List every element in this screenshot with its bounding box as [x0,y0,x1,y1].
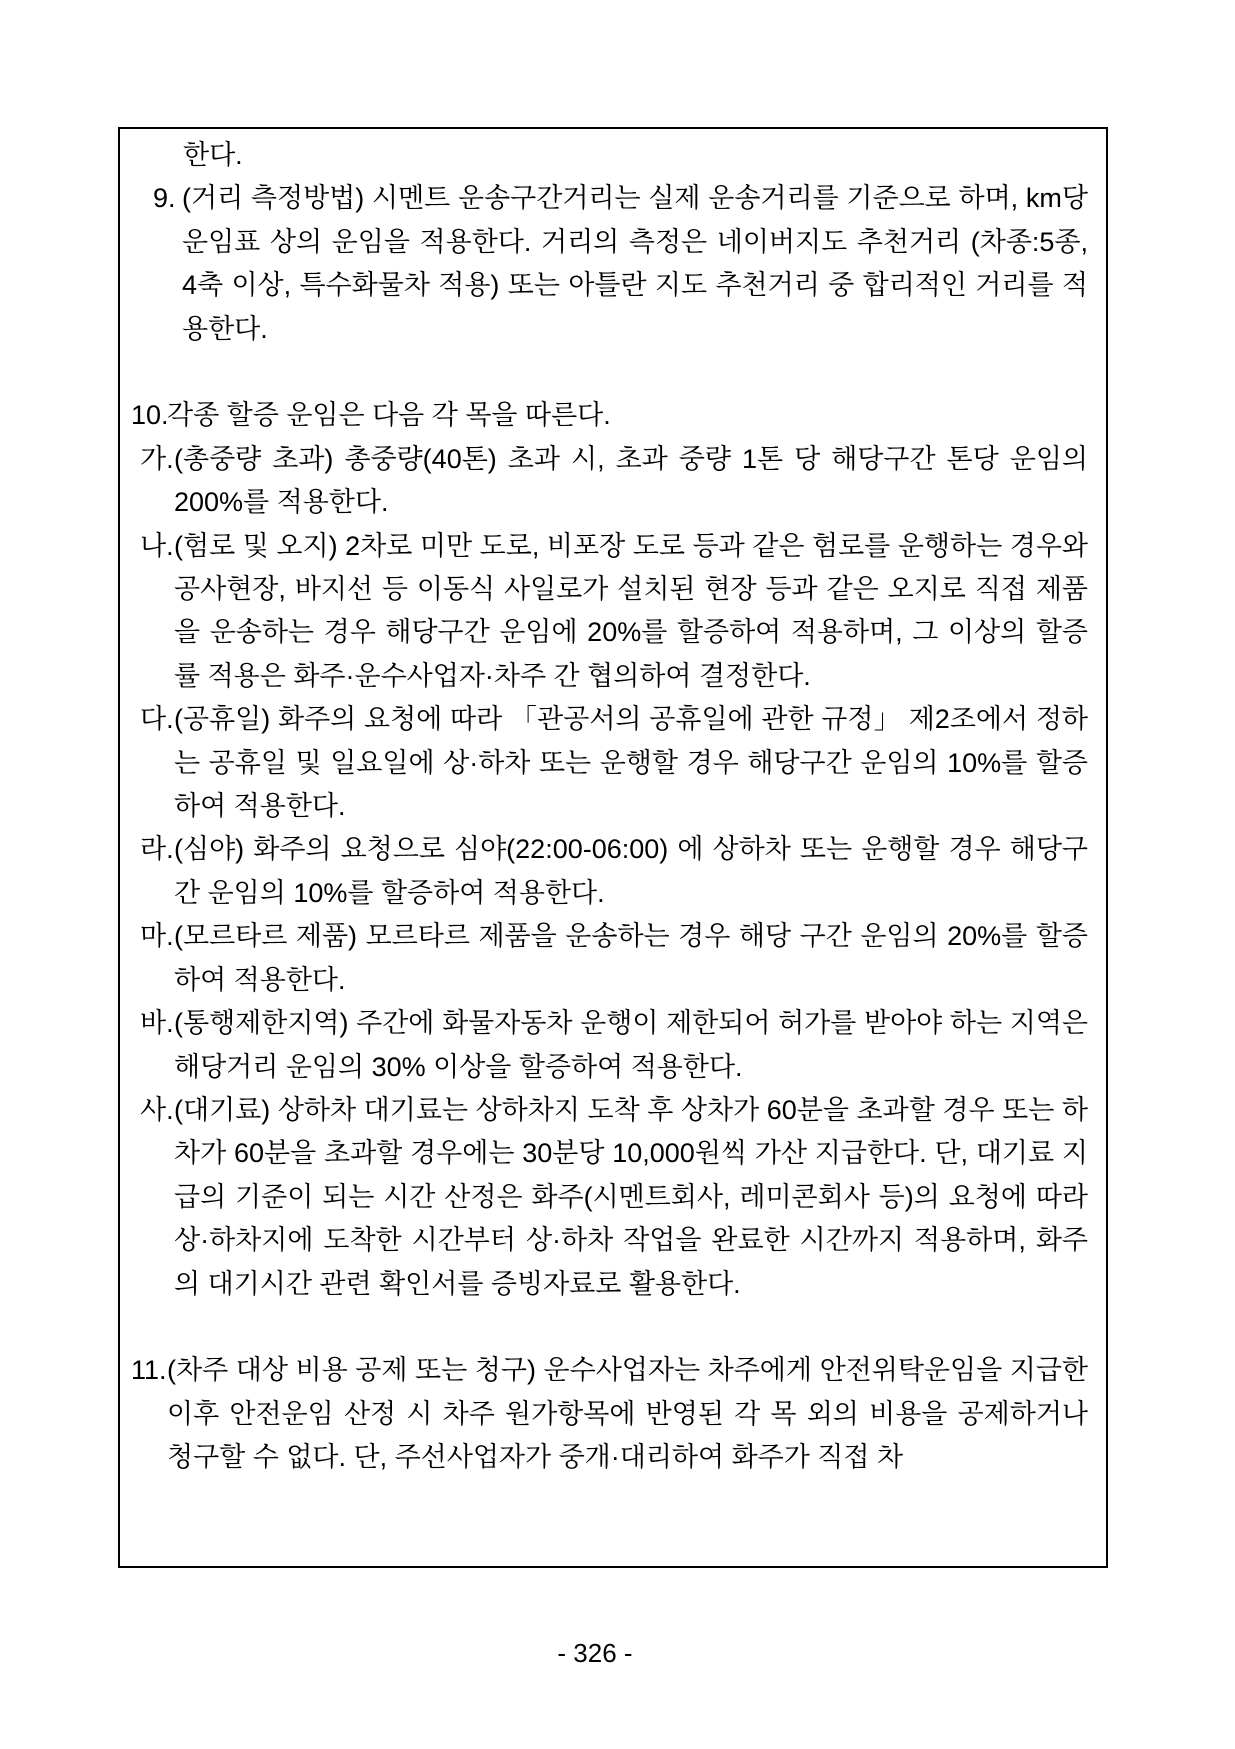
item-11 [120,1349,1088,1479]
paragraph-text: (거리 측정방법) 시멘트 운송구간거리는 실제 운송거리를 기준으로 하며, km당 운임표 상의 운임을 적용한다. 거리의 측정은 네이버지도 추천거리 (차종:5종, 4축 이상, 특수화물차 적용) 또는 아틀란 지도 추천거리 중 합리적인 거리를 적용한다. [182,183,1088,344]
subitem-ma [120,915,1088,1002]
item-10 [120,394,1088,437]
subitem-ga [120,438,1088,525]
subitem-label: 마. [140,921,174,952]
subitem-ra [120,828,1088,915]
paragraph-text: (험로 및 오지) 2차로 미만 도로, 비포장 도로 등과 같은 험로를 운행하는 경우와 공사현장, 바지선 등 이동식 사일로가 설치된 현장 등과 같은 오지로 직접 제품을 운송하는 경우 해당구간 운임에 20%를 할증하여 적용하며, 그 이상의 할증률 적용은 화주·운수사업자·차주 간 협의하여 결정한다. [174,530,1088,691]
subitem-label: 바. [140,1008,174,1039]
paragraph-text: (차주 대상 비용 공제 또는 청구) 운수사업자는 차주에게 안전위탁운임을 지급한 이후 안전운임 산정 시 차주 원가항목에 반영된 각 목 외의 비용을 공제하거나 청구할 수 없다. 단, 주선사업자가 중개·대리하여 화주가 직접 차 [167,1355,1088,1473]
paragraph-text: (공휴일) 화주의 요청에 따라 「관공서의 공휴일에 관한 규정」 제2조에서 정하는 공휴일 및 일요일에 상·하차 또는 운행할 경우 해당구간 운임의 10%를 할증하여 적용한다. [174,704,1088,822]
subitem-label: 가. [140,443,174,474]
paragraph-text: (모르타르 제품) 모르타르 제품을 운송하는 경우 해당 구간 운임의 20%를 할증하여 적용한다. [174,921,1088,995]
blank-line [120,1306,1088,1349]
item-9 [120,177,1088,351]
blank-line [120,351,1088,394]
subitem-label: 라. [140,834,174,865]
subitem-label: 나. [140,530,174,561]
paragraph-text: (통행제한지역) 주간에 화물자동차 운행이 제한되어 허가를 받아야 하는 지역은 해당거리 운임의 30% 이상을 할증하여 적용한다. [174,1008,1088,1082]
paragraph-text: (대기료) 상하차 대기료는 상하차지 도착 후 상차가 60분을 초과할 경우 또는 하차가 60분을 초과할 경우에는 30분당 10,000원씩 가산 지급한다. 단, 대기료 지급의 기준이 되는 시간 산정은 화주(시멘트회사, 레미콘회사 등)의 요청에 따라 상·하차지에 도착한 시간부터 상·하차 작업을 완료한 시간까지 적용하며, 화주의 대기시간 관련 확인서를 증빙자료로 활용한다. [174,1094,1088,1299]
subitem-ba [120,1002,1088,1089]
paragraph-text: (심야) 화주의 요청으로 심야(22:00-06:00) 에 상하차 또는 운행할 경우 해당구간 운임의 10%를 할증하여 적용한다. [174,834,1088,908]
subitem-da [120,698,1088,828]
paragraph-text: (총중량 초과) 총중량(40톤) 초과 시, 초과 중량 1톤 당 해당구간 톤당 운임의 200%를 적용한다. [174,443,1088,518]
paragraph-text: 한다. [183,140,243,170]
subitem-label: 사. [140,1094,174,1125]
page-number: - 326 - [557,1638,633,1668]
subitem-sa [120,1089,1088,1306]
paragraph-continuation [120,134,1088,177]
item-number: 11. [131,1355,167,1386]
document-border-box [118,127,1108,1568]
item-number: 10. [131,400,169,431]
subitem-label: 다. [140,704,174,735]
paragraph-text: 각종 할증 운임은 다음 각 목을 따른다. [167,400,611,431]
item-number: 9. [153,183,176,214]
subitem-na [120,525,1088,699]
